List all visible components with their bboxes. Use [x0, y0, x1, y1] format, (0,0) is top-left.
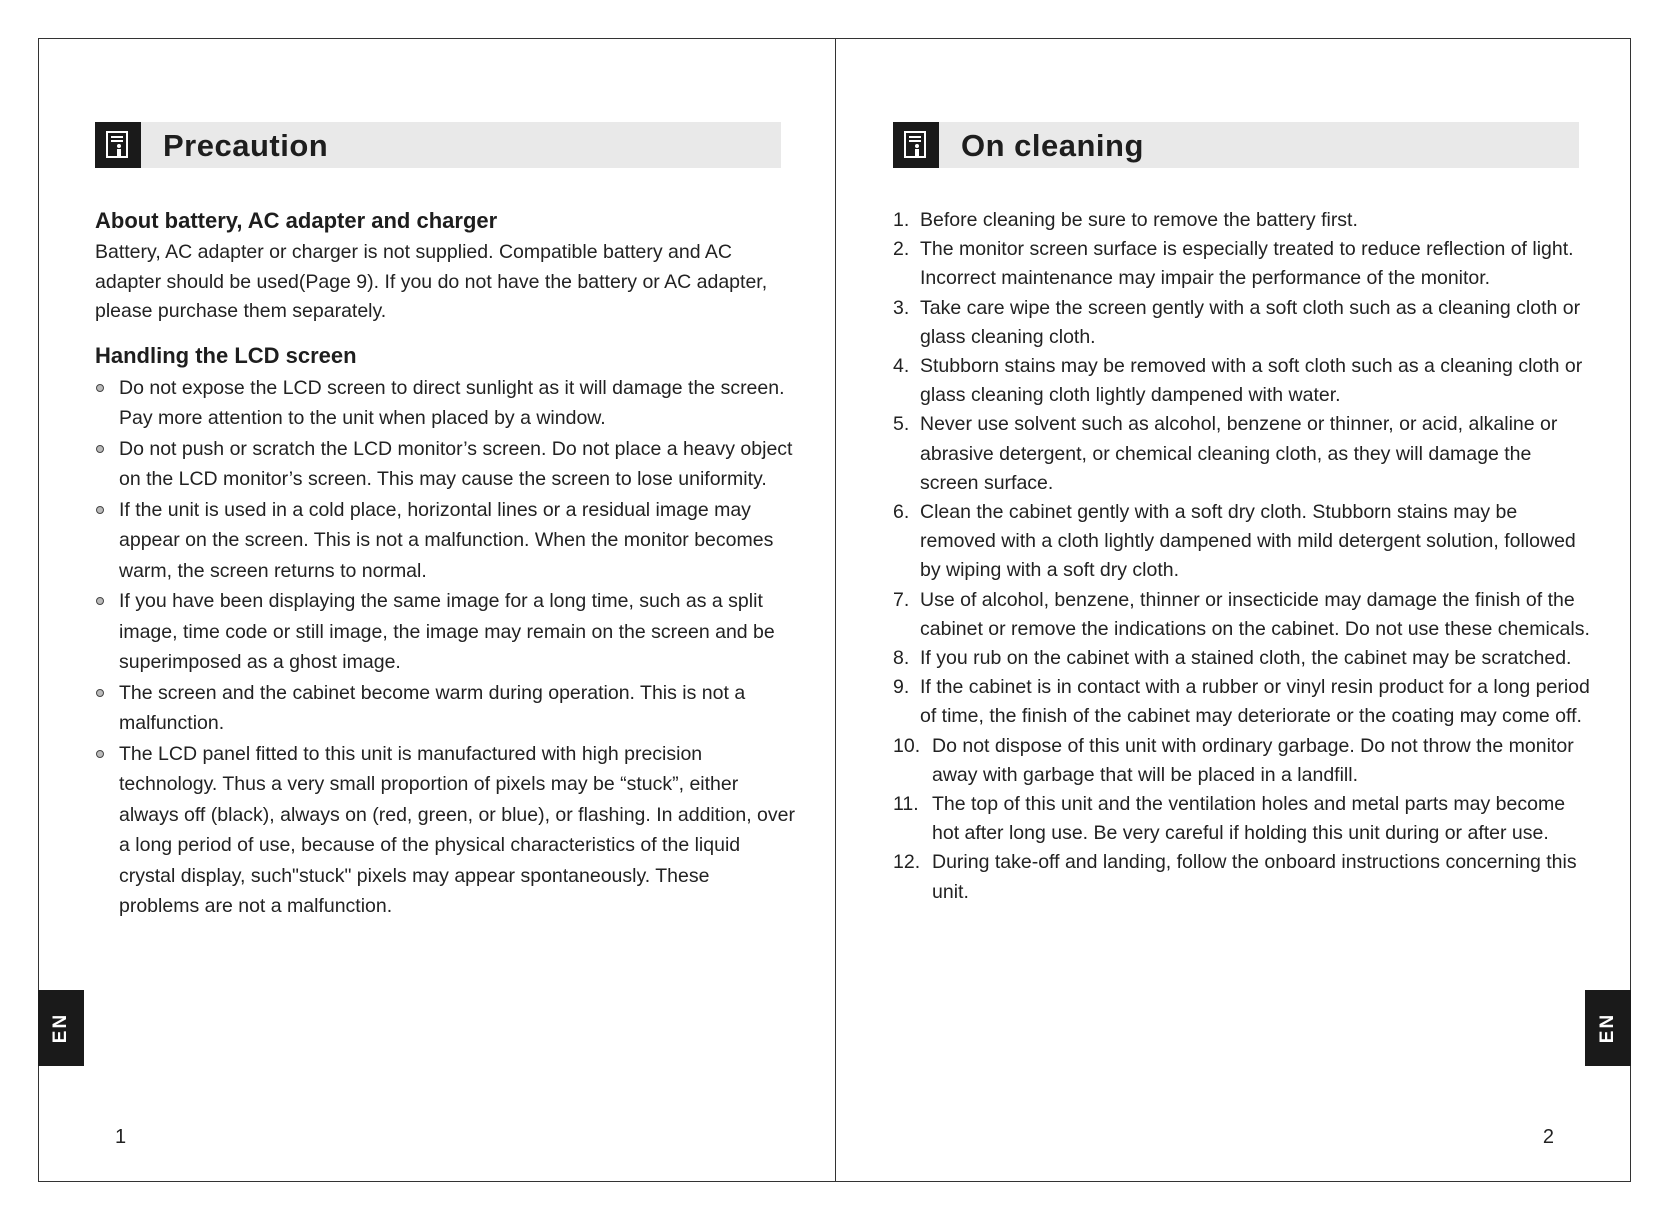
- list-item: The LCD panel fitted to this unit is manufactured with high precision technology. Thus a very small proportion of pixels may be “stuck”, either always off (black), always on (red, green, or blue), or flashing. In addition, over a long period of use, because of the physical characteristics of the liquid crystal display, such"stuck" pixels may appear spontaneously. These problems are not a malfunction.: [95, 739, 795, 922]
- list-item: 4. Stubborn stains may be removed with a soft cloth such as a cleaning cloth or glass cleaning cloth lightly dampened with water.: [893, 355, 1583, 407]
- document-info-icon: [95, 122, 141, 168]
- right-page: [836, 38, 1631, 1182]
- list-item: Do not expose the LCD screen to direct sunlight as it will damage the screen. Pay more attention to the unit when placed by a window.: [95, 373, 795, 434]
- list-item: 5. Never use solvent such as alcohol, benzene or thinner, or acid, alkaline or abrasive detergent, or chemical cleaning cloth, as they will damage the screen surface.: [893, 413, 1558, 494]
- lcd-bullet-list: [95, 373, 795, 922]
- page-title: Precaution: [163, 128, 329, 163]
- left-page: [38, 38, 835, 1182]
- list-item: 11. The top of this unit and the ventilation holes and metal parts may become hot after long use. Be very careful if holding this unit during or after use.: [893, 793, 1566, 845]
- list-item: 10. Do not dispose of this unit with ordinary garbage. Do not throw the monitor away with garbage that will be placed in a landfill.: [893, 734, 1574, 786]
- list-item: 7. Use of alcohol, benzene, thinner or insecticide may damage the finish of the cabinet or remove the indications on the cabinet. Do not use these chemicals.: [893, 588, 1590, 640]
- page-number: 2: [1542, 1126, 1554, 1148]
- list-item: 1. Before cleaning be sure to remove the battery first.: [893, 209, 1358, 231]
- list-item: 2. The monitor screen surface is especially treated to reduce reflection of light. Incorrect maintenance may impair the performance of the monitor.: [893, 238, 1574, 290]
- battery-text: Battery, AC adapter or charger is not supplied. Compatible battery and AC adapter should be used(Page 9). If you do not have the battery or AC adapter, please purchase them separately.: [95, 241, 768, 322]
- lcd-heading: Handling the LCD screen: [95, 342, 357, 368]
- page-number: 1: [115, 1126, 127, 1148]
- bullet-icon: [96, 750, 104, 758]
- precaution-header: [95, 122, 781, 168]
- battery-heading: About battery, AC adapter and charger: [95, 208, 498, 233]
- bullet-icon: [96, 445, 104, 453]
- list-item: 8. If you rub on the cabinet with a stained cloth, the cabinet may be scratched.: [893, 647, 1572, 670]
- list-item: 3. Take care wipe the screen gently with a soft cloth such as a cleaning cloth or glass cleaning cloth.: [893, 296, 1581, 348]
- list-item: The screen and the cabinet become warm during operation. This is not a malfunction.: [95, 678, 795, 739]
- cleaning-list: [893, 206, 1591, 907]
- cleaning-header: [893, 122, 1579, 168]
- list-item: 6. Clean the cabinet gently with a soft dry cloth. Stubborn stains may be removed with a cloth lightly dampened with mild detergent solution, followed by wiping with a soft dry cloth.: [893, 501, 1576, 582]
- language-tab: EN: [1585, 990, 1631, 1066]
- cleaning-content: [893, 206, 1591, 907]
- bullet-icon: [96, 384, 104, 392]
- bullet-icon: [96, 597, 104, 605]
- list-item: 12. During take-off and landing, follow the onboard instructions concerning this unit.: [893, 851, 1577, 903]
- page-title: On cleaning: [961, 128, 1144, 163]
- list-item: 9. If the cabinet is in contact with a rubber or vinyl resin product for a long period of time, the finish of the cabinet may deteriorate or the coating may come off.: [893, 676, 1590, 728]
- list-item: Do not push or scratch the LCD monitor’s screen. Do not place a heavy object on the LCD monitor’s screen. This may cause the screen to lose uniformity.: [95, 434, 795, 495]
- list-item: If you have been displaying the same image for a long time, such as a split image, time code or still image, the image may remain on the screen and be superimposed as a ghost image.: [95, 586, 795, 678]
- document-info-icon: [893, 122, 939, 168]
- language-tab: EN: [38, 990, 84, 1066]
- list-item: If the unit is used in a cold place, horizontal lines or a residual image may appear on the screen. This is not a malfunction. When the monitor becomes warm, the screen returns to normal.: [95, 495, 795, 587]
- bullet-icon: [96, 689, 104, 697]
- precaution-content: [95, 206, 795, 922]
- bullet-icon: [96, 506, 104, 514]
